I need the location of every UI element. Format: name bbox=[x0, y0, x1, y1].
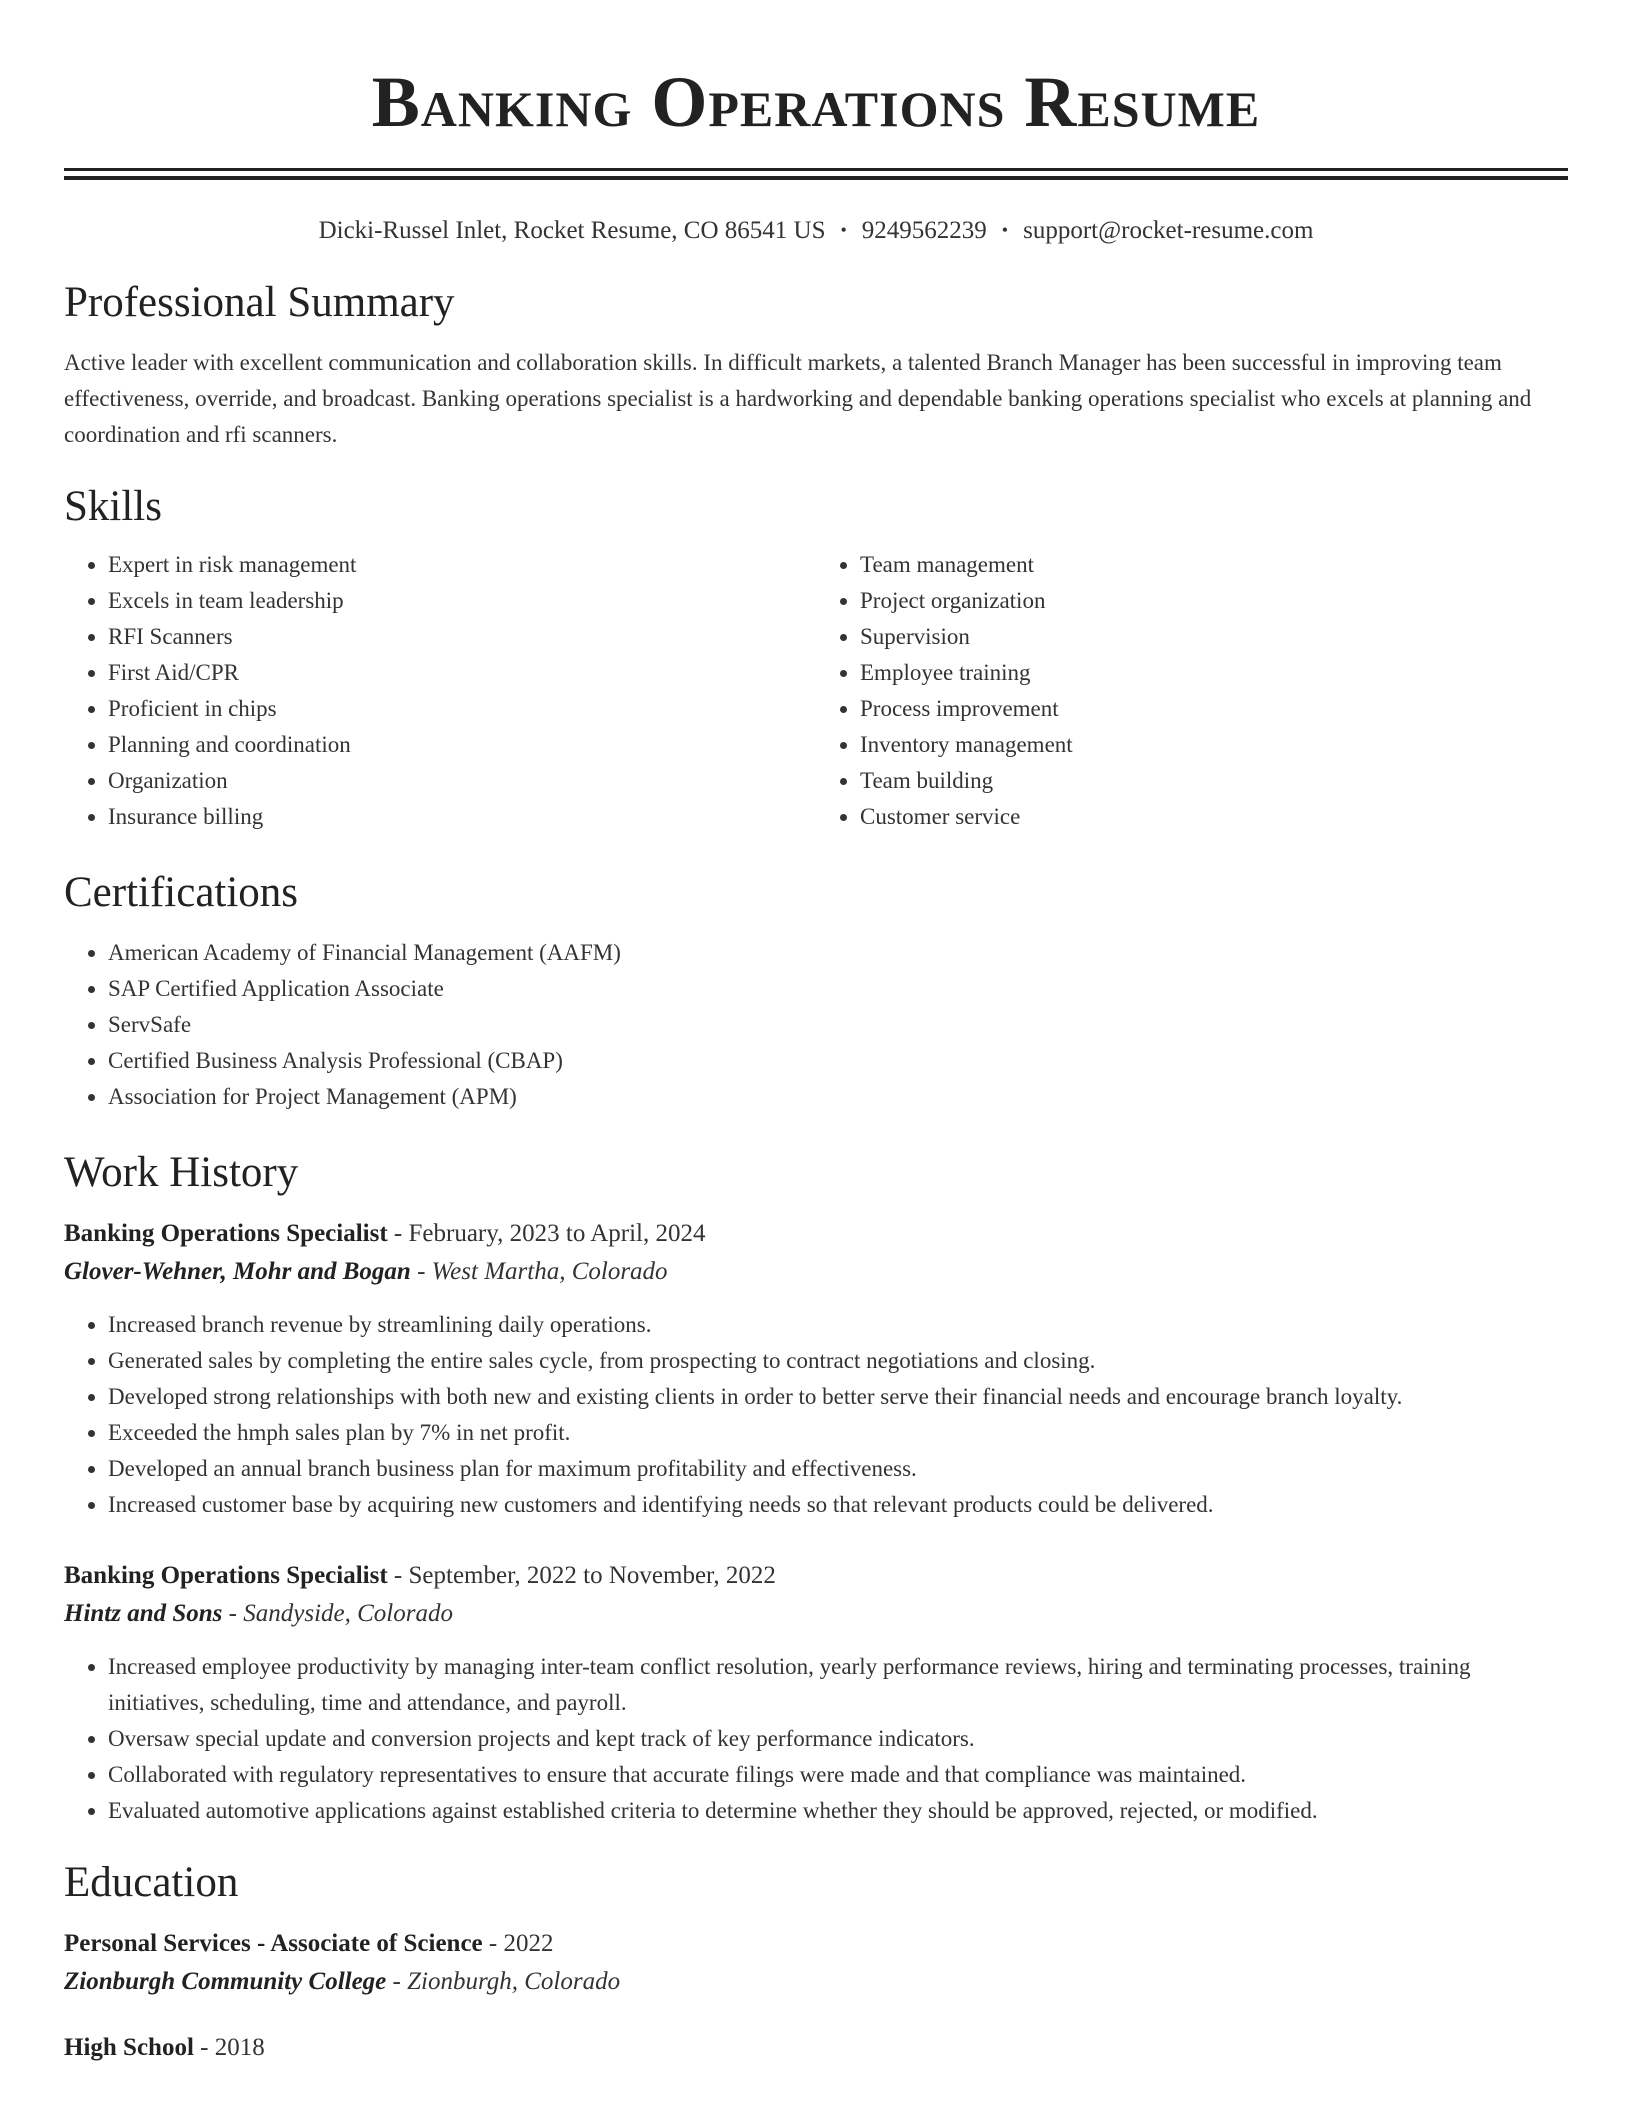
skill-item: • Excels in team leadership bbox=[108, 583, 816, 619]
job-bullet: • Increased employee productivity by managing inter-team conflict resolution, yearly performance reviews, hiring and terminating processes, training initiatives, scheduling, time and attendance, and payroll. bbox=[108, 1649, 1568, 1721]
skill-item: • Planning and coordination bbox=[108, 727, 816, 763]
job-bullet: • Developed strong relationships with both new and existing clients in order to better serve their financial needs and encourage branch loyalty. bbox=[108, 1379, 1568, 1415]
job-bullet: • Generated sales by completing the entire sales cycle, from prospecting to contract negotiations and closing. bbox=[108, 1343, 1568, 1379]
certification-item: • American Academy of Financial Management (AAFM) bbox=[108, 935, 1568, 971]
work-history-heading: Work History bbox=[64, 1149, 299, 1196]
skill-item: • Proficient in chips bbox=[108, 691, 816, 727]
job-company: Glover-Wehner, Mohr and Bogan bbox=[64, 1258, 411, 1285]
education-school-line: Zionburgh Community College - Zionburgh, Colorado bbox=[64, 1968, 621, 1995]
resume-title: Banking Operations Resume bbox=[371, 62, 1261, 142]
job-company-line: Glover-Wehner, Mohr and Bogan - West Martha, Colorado bbox=[64, 1258, 668, 1285]
education-year: 2018 bbox=[214, 2034, 265, 2061]
job-dates: September, 2022 to November, 2022 bbox=[408, 1562, 776, 1589]
education-degree-line: High School - 2018 bbox=[64, 2034, 265, 2061]
bullet-separator: • bbox=[1001, 220, 1009, 240]
job-bullet: • Increased customer base by acquiring new customers and identifying needs so that relevant products could be delivered. bbox=[108, 1487, 1568, 1523]
education-school: Zionburgh Community College bbox=[64, 1968, 387, 1995]
job-entry bbox=[64, 1215, 1568, 1523]
contact-email: support@rocket-resume.com bbox=[1023, 217, 1314, 244]
certification-item: • Certified Business Analysis Professional (CBAP) bbox=[108, 1043, 1568, 1079]
job-bullet: • Oversaw special update and conversion projects and kept track of key performance indicators. bbox=[108, 1721, 1568, 1757]
education-degree-line: Personal Services - Associate of Science - 2022 bbox=[64, 1930, 554, 1957]
job-company: Hintz and Sons bbox=[64, 1600, 223, 1627]
certifications-heading: Certifications bbox=[64, 869, 299, 916]
job-bullet: • Developed an annual branch business plan for maximum profitability and effectiveness. bbox=[108, 1451, 1568, 1487]
skill-item: • Inventory management bbox=[860, 727, 1568, 763]
education-year: 2022 bbox=[503, 1930, 554, 1957]
skill-item: • Customer service bbox=[860, 799, 1568, 835]
skill-item: • Insurance billing bbox=[108, 799, 816, 835]
contact-phone: 9249562239 bbox=[861, 217, 987, 244]
education-entry bbox=[64, 2029, 1568, 2067]
skill-item: • Supervision bbox=[860, 619, 1568, 655]
skill-item: • Organization bbox=[108, 763, 816, 799]
job-role: Banking Operations Specialist bbox=[64, 1562, 388, 1589]
skill-item: • Process improvement bbox=[860, 691, 1568, 727]
skills-list-left bbox=[64, 547, 816, 835]
job-bullets bbox=[64, 1307, 1568, 1523]
education-degree: Personal Services - Associate of Science bbox=[64, 1930, 483, 1957]
job-title-line: Banking Operations Specialist - September, 2022 to November, 2022 bbox=[64, 1562, 776, 1589]
summary-text: Active leader with excellent communication and collaboration skills. In difficult markets, a talented Branch Manager has been successful in improving team effectiveness, override, and broadcast. Banking operations specialist is a hardworking and dependable banking operations specialist who excels at planning and coordination and rfi scanners. bbox=[64, 350, 1532, 447]
skill-item: • Project organization bbox=[860, 583, 1568, 619]
title-double-rule bbox=[64, 168, 1568, 180]
certification-item: • SAP Certified Application Associate bbox=[108, 971, 1568, 1007]
job-location: West Martha, Colorado bbox=[431, 1258, 668, 1285]
job-entry bbox=[64, 1557, 1568, 1829]
job-title-line: Banking Operations Specialist - February, 2023 to April, 2024 bbox=[64, 1220, 706, 1247]
job-bullet: • Evaluated automotive applications against established criteria to determine whether they should be approved, rejected, or modified. bbox=[108, 1793, 1568, 1829]
contact-address: Dicki-Russel Inlet, Rocket Resume, CO 86541 US bbox=[318, 217, 826, 244]
summary-heading: Professional Summary bbox=[64, 279, 455, 326]
skills-grid bbox=[64, 547, 1568, 835]
skill-item: • Expert in risk management bbox=[108, 547, 816, 583]
job-bullet: • Collaborated with regulatory representatives to ensure that accurate filings were made and that compliance was maintained. bbox=[108, 1757, 1568, 1793]
job-bullet: • Increased branch revenue by streamlining daily operations. bbox=[108, 1307, 1568, 1343]
job-bullet: • Exceeded the hmph sales plan by 7% in net profit. bbox=[108, 1415, 1568, 1451]
job-company-line: Hintz and Sons - Sandyside, Colorado bbox=[64, 1600, 453, 1627]
skill-item: • RFI Scanners bbox=[108, 619, 816, 655]
skills-list-right bbox=[816, 547, 1568, 835]
skills-heading: Skills bbox=[64, 483, 162, 530]
skill-item: • First Aid/CPR bbox=[108, 655, 816, 691]
certification-item: • ServSafe bbox=[108, 1007, 1568, 1043]
bullet-separator: • bbox=[840, 220, 847, 240]
education-degree: High School bbox=[64, 2034, 194, 2061]
education-entry bbox=[64, 1925, 1568, 2001]
certifications-list bbox=[64, 935, 1568, 1115]
job-role: Banking Operations Specialist bbox=[64, 1220, 388, 1247]
certification-item: • Association for Project Management (APM) bbox=[108, 1079, 1568, 1115]
education-location: Zionburgh, Colorado bbox=[407, 1968, 621, 1995]
skill-item: • Team building bbox=[860, 763, 1568, 799]
education-heading: Education bbox=[64, 1859, 239, 1906]
job-dates: February, 2023 to April, 2024 bbox=[408, 1220, 706, 1247]
job-location: Sandyside, Colorado bbox=[243, 1600, 453, 1627]
job-bullets bbox=[64, 1649, 1568, 1829]
skill-item: • Employee training bbox=[860, 655, 1568, 691]
contact-line bbox=[64, 214, 1568, 247]
skill-item: • Team management bbox=[860, 547, 1568, 583]
